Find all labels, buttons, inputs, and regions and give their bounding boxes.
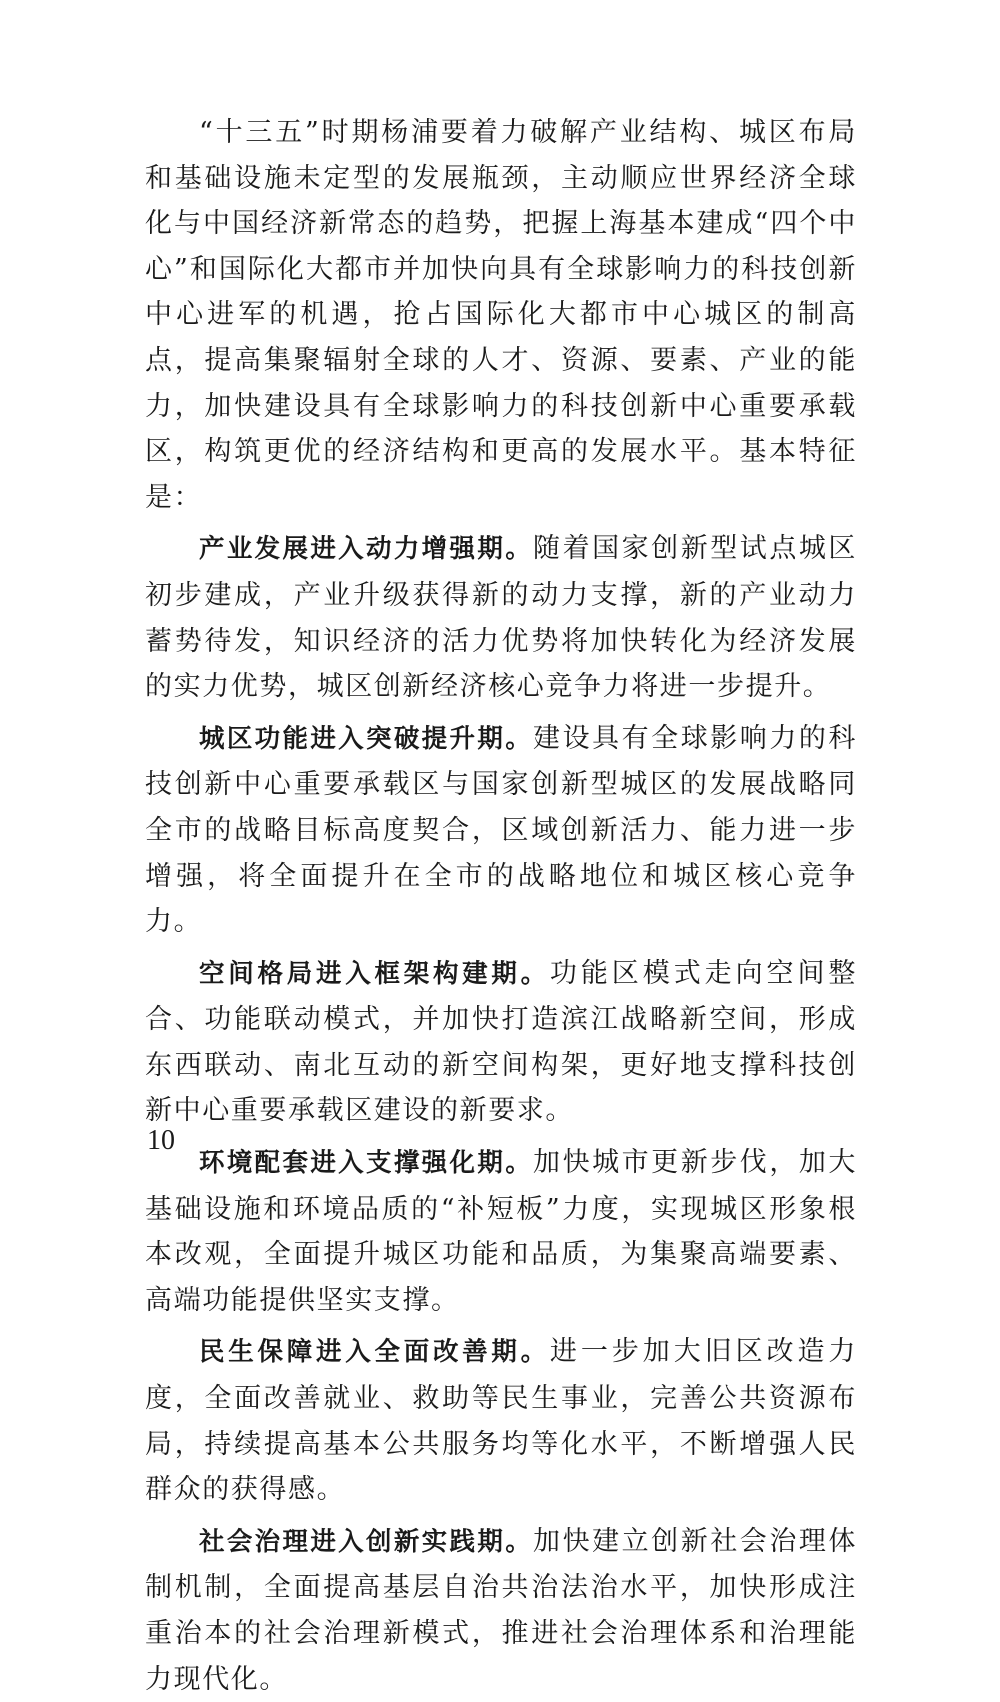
intro-paragraph: “十三五”时期杨浦要着力破解产业结构、城区布局和基础设施未定型的发展瓶颈，主动顺应世界经济全球化与中国经济新常态的趋势，把握上海基本建成“四个中心”和国际化大都市并加快向具有全球影响力的科技创新中心进军的机遇，抢占国际化大都市中心城区的制高点，提高集聚辐射全球的人才、资源、要素、产业的能力，加快建设具有全球影响力的科技创新中心重要承载区，构筑更优的经济结构和更高的发展水平。基本特征是： [145, 117, 857, 513]
section-body-spatial-layout: 功能区模式走向空间整合、功能联动模式，并加快打造滨江战略新空间，形成东西联动、南北互动的新空间构架，更好地支撑科技创新中心重要承载区建设的新要求。 [145, 957, 858, 1127]
section-paragraph-environment [145, 1140, 857, 1323]
section-body-livelihood: 进一步加大旧区改造力度，全面改善就业、救助等民生事业，完善公共资源布局，持续提高基本公共服务均等化水平，不断增强人民群众的获得感。 [145, 1336, 858, 1506]
section-heading-governance: 社会治理进入创新实践期。 [199, 1526, 534, 1557]
section-body-city-function: 建设具有全球影响力的科技创新中心重要承载区与国家创新型城区的发展战略同全市的战略目标高度契合，区域创新活力、能力进一步增强，将全面提升在全市的战略地位和城区核心竞争力。 [145, 722, 857, 938]
section-heading-industry: 产业发展进入动力增强期。 [199, 534, 534, 565]
section-heading-city-function: 城区功能进入突破提升期。 [199, 723, 534, 754]
page-number: 10 [147, 1125, 175, 1156]
section-paragraph-governance [145, 1519, 857, 1702]
section-body-environment: 加快城市更新步伐，加大基础设施和环境品质的“补短板”力度，实现城区形象根本改观，全面提升城区功能和品质，为集聚高端要素、高端功能提供坚实支撑。 [145, 1147, 857, 1316]
section-body-industry: 随着国家创新型试点城区初步建成，产业升级获得新的动力支撑，新的产业动力蓄势待发，知识经济的活力优势将加快转化为经济发展的实力优势，城区创新经济核心竞争力将进一步提升。 [145, 533, 857, 703]
document-page [145, 110, 857, 1702]
section-heading-environment: 环境配套进入支撑强化期。 [199, 1148, 534, 1179]
section-paragraph-city-function [145, 716, 857, 945]
section-heading-livelihood: 民生保障进入全面改善期。 [199, 1337, 550, 1368]
section-body-governance: 加快建立创新社会治理体制机制，全面提高基层自治共治法治水平，加快形成注重治本的社会治理新模式，推进社会治理体系和治理能力现代化。 [145, 1525, 857, 1695]
section-heading-spatial-layout: 空间格局进入框架构建期。 [199, 958, 550, 989]
section-paragraph-industry [145, 526, 857, 709]
section-paragraph-livelihood [145, 1329, 857, 1512]
section-paragraph-spatial-layout [145, 951, 857, 1134]
